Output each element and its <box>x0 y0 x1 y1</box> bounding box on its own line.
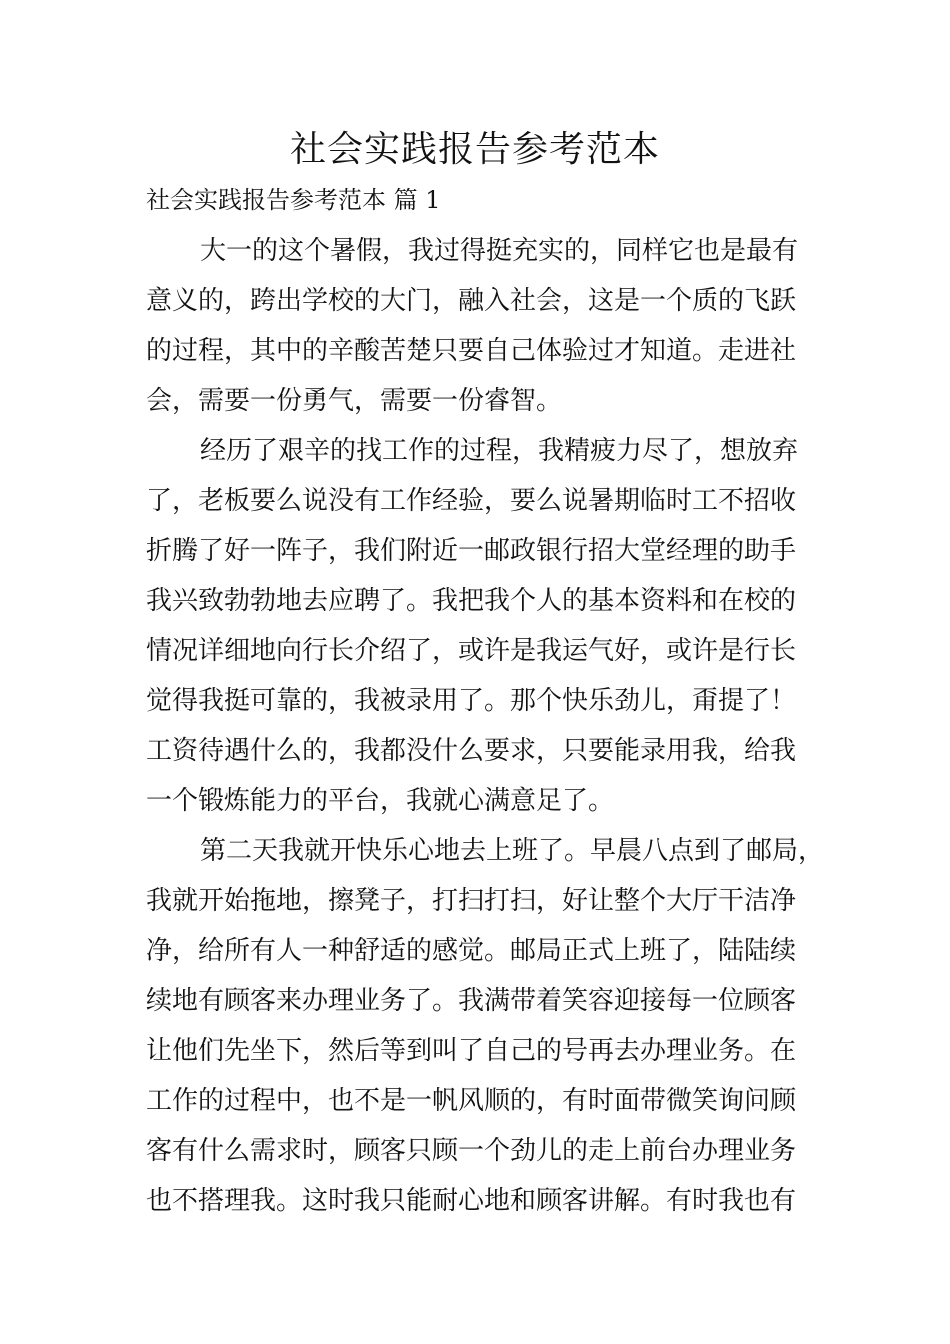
paragraph-line: 经历了艰辛的找工作的过程，我精疲力尽了，想放弃 <box>200 436 799 466</box>
paragraph-1 <box>146 226 826 426</box>
paragraph-line: 会，需要一份勇气，需要一份睿智。 <box>146 386 563 416</box>
paragraph-line: 客有什么需求时，顾客只顾一个劲儿的走上前台办理业务 <box>146 1136 797 1166</box>
paragraph-line: 净，给所有人一种舒适的感觉。邮局正式上班了，陆陆续 <box>146 936 797 966</box>
paragraph-line: 意义的，跨出学校的大门，融入社会，这是一个质的飞跃 <box>146 286 797 316</box>
paragraph-line: 续地有顾客来办理业务了。我满带着笑容迎接每一位顾客 <box>146 986 797 1016</box>
paragraph-line: 情况详细地向行长介绍了，或许是我运气好，或许是行长 <box>146 636 797 666</box>
paragraph-line: 工作的过程中，也不是一帆风顺的，有时面带微笑询问顾 <box>146 1086 797 1116</box>
paragraph-line: 觉得我挺可靠的，我被录用了。那个快乐劲儿，甭提了！ <box>146 686 797 716</box>
paragraph-line: 了，老板要么说没有工作经验，要么说暑期临时工不招收 <box>146 486 797 516</box>
paragraph-2 <box>146 426 826 826</box>
paragraph-line: 的过程，其中的辛酸苦楚只要自己体验过才知道。走进社 <box>146 336 797 366</box>
paragraph-3 <box>146 826 826 1226</box>
paragraph-line: 一个锻炼能力的平台，我就心满意足了。 <box>146 786 615 816</box>
paragraph-line: 我兴致勃勃地去应聘了。我把我个人的基本资料和在校的 <box>146 586 797 616</box>
document-title: 社会实践报告参考范本 <box>289 129 660 170</box>
paragraph-line: 也不搭理我。这时我只能耐心地和顾客讲解。有时我也有 <box>146 1186 797 1216</box>
paragraph-line: 让他们先坐下，然后等到叫了自己的号再去办理业务。在 <box>146 1036 797 1066</box>
paragraph-line: 大一的这个暑假，我过得挺充实的，同样它也是最有 <box>200 236 799 266</box>
paragraph-line: 我就开始拖地，擦凳子，打扫打扫，好让整个大厅干洁净 <box>146 886 797 916</box>
paragraph-line: 折腾了好一阵子，我们附近一邮政银行招大堂经理的助手 <box>146 536 797 566</box>
paragraph-line: 工资待遇什么的，我都没什么要求，只要能录用我，给我 <box>146 736 797 766</box>
paragraph-line: 第二天我就开快乐心地去上班了。早晨八点到了邮局， <box>200 836 825 866</box>
section-heading: 社会实践报告参考范本 篇 1 <box>146 186 441 214</box>
